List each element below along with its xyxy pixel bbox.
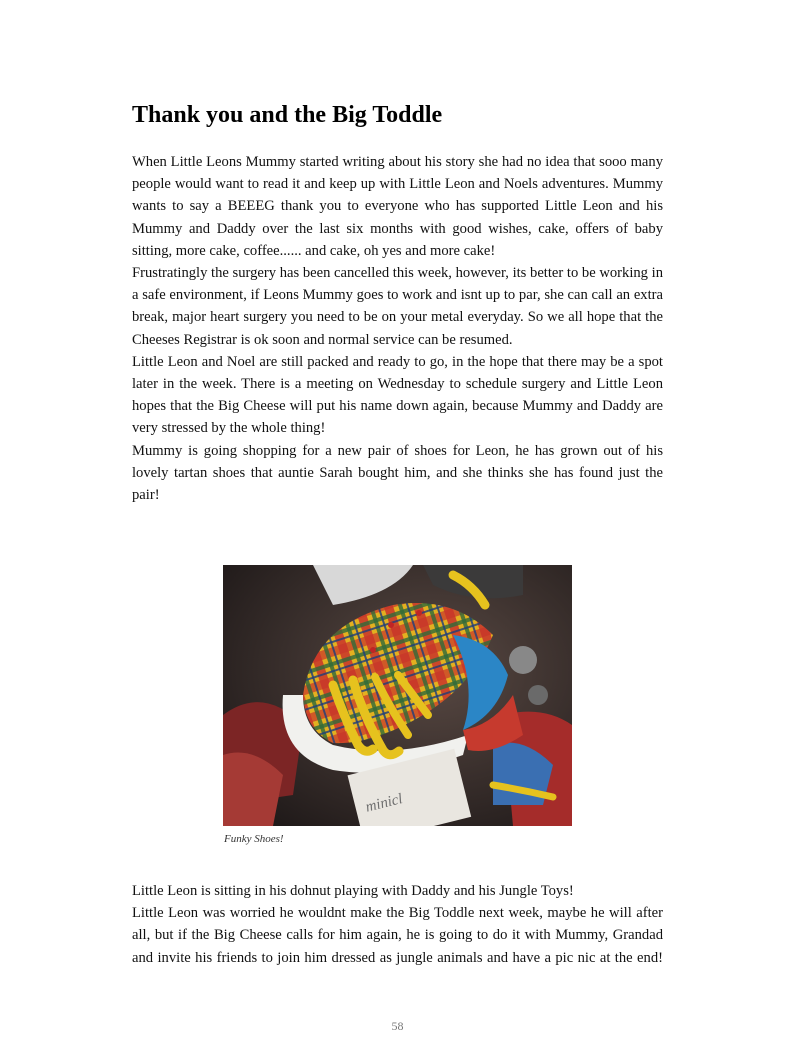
body-text-top (132, 151, 663, 506)
shoes-photo (223, 565, 572, 826)
paragraph: When Little Leons Mummy started writing about his story she had no idea that sooo many people would want to read it and keep up with Little Leon and Noels adventures. Mummy wants to say a BEEEG thank you to everyone who has supported Little Leon and his Mummy and Daddy over the last six months with good wishes, cake, offers of baby sitting, more cake, coffee...... and cake, oh yes and more cake! (132, 154, 663, 259)
tag-text: minicl (364, 791, 405, 816)
page-number: 58 (391, 1019, 404, 1033)
paragraph: Frustratingly the surgery has been cancelled this week, however, its better to be working in a safe environment, if Leons Mummy goes to work and isnt up to par, she can call an extra break, major heart surgery you need to be on your metal everyday. So we all hope that the Cheeses Registrar is ok soon and normal service can be resumed. (132, 265, 663, 348)
paragraph: Little Leon and Noel are still packed and ready to go, in the hope that there may be a spot later in the week. There is a meeting on Wednesday to schedule surgery and Little Leon hopes that the Big Cheese will put his name down again, because Mummy and Daddy are very stressed by the whole thing! (132, 353, 663, 437)
page-title: Thank you and the Big Toddle (132, 102, 443, 128)
paragraph: Little Leon is sitting in his dohnut playing with Daddy and his Jungle Toys! (132, 883, 574, 899)
paragraph: Mummy is going shopping for a new pair of shoes for Leon, he has grown out of his lovely tartan shoes that auntie Sarah bought him, and she thinks she has found just the pair! (132, 442, 663, 504)
body-text-bottom (132, 880, 663, 969)
paragraph: Little Leon was worried he wouldnt make the Big Toddle next week, maybe he will after all, but if the Big Cheese calls for him again, he is going to do it with Mummy, Grandad and invite his friends to join him dressed as jungle animals and have a pic nic at the end! (132, 905, 663, 966)
image-caption: Funky Shoes! (224, 833, 284, 845)
shoes-photo-illustration (223, 565, 572, 826)
